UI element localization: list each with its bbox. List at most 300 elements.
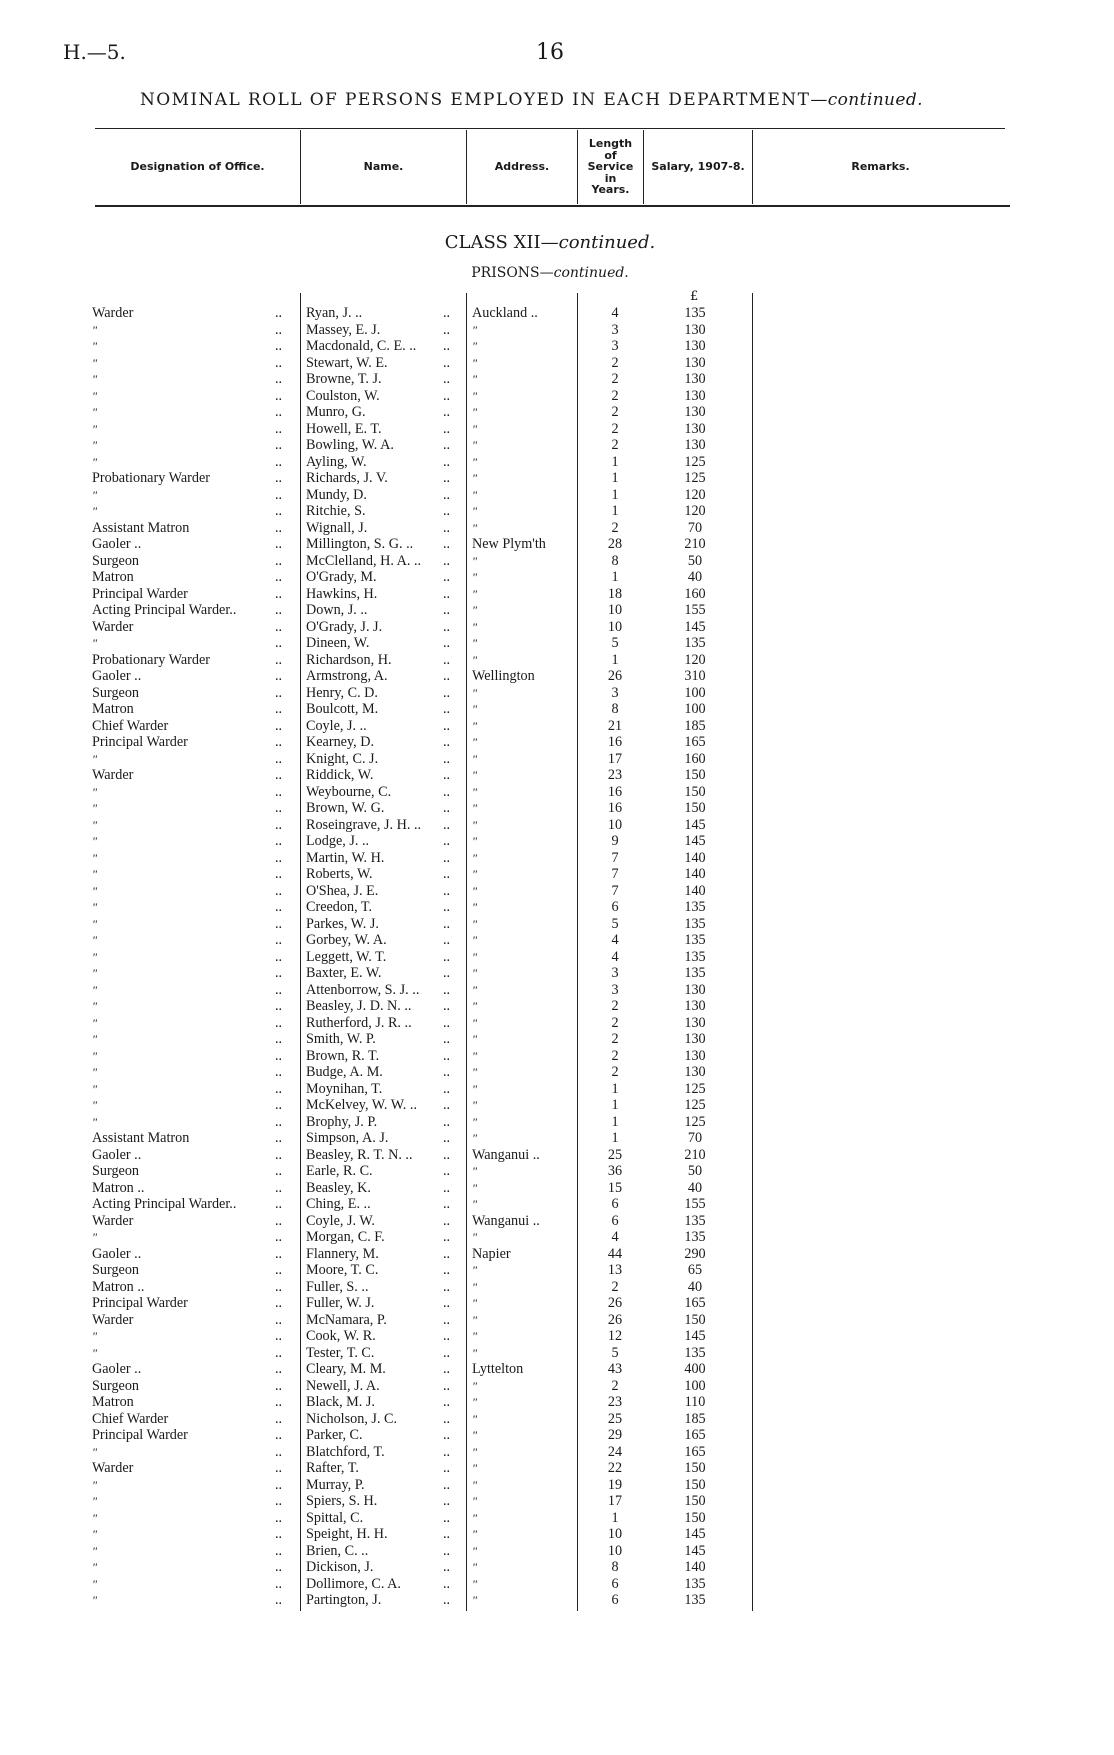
name-cell: Weybourne, C. — [306, 783, 392, 800]
salary-cell: 135 — [684, 915, 706, 932]
length-of-service-cell: 2 — [611, 1278, 619, 1295]
salary-cell: 100 — [684, 701, 706, 717]
currency-symbol: £ — [690, 289, 699, 304]
table-row — [0, 1411, 1114, 1428]
address-cell: " — [472, 982, 478, 997]
table-row — [0, 569, 1114, 586]
name-cell: Coulston, W. — [306, 387, 380, 404]
address-cell: " — [472, 652, 478, 667]
table-row — [0, 652, 1114, 669]
table-row — [0, 421, 1114, 438]
name-leader: .. — [443, 1146, 451, 1163]
designation-leader: .. — [275, 1047, 283, 1064]
table-row — [0, 1312, 1114, 1329]
name-leader: .. — [443, 1295, 451, 1311]
name-leader: .. — [443, 536, 451, 552]
table-row — [0, 454, 1114, 471]
table-row — [0, 1394, 1114, 1411]
designation-leader: .. — [275, 1559, 283, 1575]
name-cell: Dineen, W. — [306, 635, 370, 651]
name-leader: .. — [443, 1278, 451, 1295]
name-leader: .. — [443, 1212, 451, 1229]
length-of-service-cell: 23 — [607, 1394, 623, 1410]
salary-cell: 135 — [684, 965, 706, 981]
salary-cell: 135 — [684, 1575, 706, 1592]
length-of-service-cell: 26 — [607, 1311, 623, 1328]
designation-leader: .. — [275, 519, 283, 536]
section-subtitle — [300, 265, 800, 281]
designation-cell: Surgeon — [92, 684, 140, 701]
designation-cell: Principal Warder — [92, 1427, 188, 1443]
name-leader: .. — [443, 1592, 451, 1608]
table-row — [0, 1229, 1114, 1246]
name-leader: .. — [443, 849, 451, 866]
table-row — [0, 1592, 1114, 1609]
address-cell: " — [472, 883, 478, 898]
length-of-service-cell: 10 — [607, 618, 623, 635]
length-of-service-cell: 25 — [607, 1146, 623, 1163]
salary-cell: 135 — [684, 899, 706, 915]
designation-cell: Probationary Warder — [92, 651, 210, 668]
address-cell: " — [472, 1098, 478, 1112]
name-cell: Riddick, W. — [306, 767, 374, 783]
name-leader: .. — [443, 1476, 451, 1493]
designation-leader: .. — [275, 305, 283, 321]
length-of-service-cell: 26 — [607, 1295, 623, 1311]
name-cell: Beasley, J. D. N. .. — [306, 998, 412, 1014]
address-cell: " — [472, 570, 478, 584]
address-cell: " — [472, 1395, 478, 1409]
address-cell: " — [472, 1560, 478, 1574]
designation-cell: Assistant Matron — [92, 1130, 190, 1146]
designation-leader: .. — [275, 602, 283, 618]
designation-cell: Surgeon — [92, 1262, 140, 1278]
length-of-service-cell: 17 — [607, 1493, 623, 1509]
designation-cell: " — [92, 1527, 98, 1541]
table-row — [0, 685, 1114, 702]
address-cell: " — [472, 1593, 478, 1607]
name-cell: Earle, R. C. — [306, 1163, 373, 1179]
address-cell: " — [472, 586, 478, 601]
name-cell: Stewart, W. E. — [306, 354, 388, 371]
designation-cell: Surgeon — [92, 552, 140, 569]
length-of-service-cell: 3 — [611, 338, 619, 354]
name-leader: .. — [443, 1377, 451, 1394]
designation-cell: Principal Warder — [92, 1295, 188, 1311]
designation-leader: .. — [275, 1212, 283, 1229]
address-cell: " — [472, 1329, 478, 1343]
designation-cell: " — [92, 388, 98, 403]
header-top-rule — [95, 128, 1005, 129]
name-leader: .. — [443, 1014, 451, 1031]
address-cell: " — [472, 1131, 478, 1145]
address-cell: " — [472, 636, 478, 650]
designation-leader: .. — [275, 734, 283, 750]
length-of-service-cell: 24 — [607, 1443, 623, 1460]
designation-leader: .. — [275, 668, 283, 684]
length-of-service-cell: 2 — [611, 1064, 619, 1080]
address-cell: " — [472, 784, 478, 799]
designation-cell: " — [92, 355, 98, 370]
designation-leader: .. — [275, 1328, 283, 1344]
name-leader: .. — [443, 371, 451, 387]
table-row — [0, 1345, 1114, 1362]
designation-cell: Warder — [92, 767, 134, 783]
name-leader: .. — [443, 1130, 451, 1146]
address-cell: " — [472, 1543, 478, 1558]
address-cell: " — [472, 1015, 478, 1030]
designation-leader: .. — [275, 585, 283, 602]
salary-cell: 145 — [684, 833, 706, 849]
designation-cell: " — [92, 322, 98, 337]
name-leader: .. — [443, 1344, 451, 1361]
name-cell: Martin, W. H. — [306, 849, 385, 866]
header-remarks: Remarks. — [851, 160, 910, 173]
name-cell: McKelvey, W. W. .. — [306, 1097, 417, 1113]
length-of-service-cell: 4 — [611, 932, 619, 948]
salary-cell: 100 — [684, 1377, 706, 1394]
designation-leader: .. — [275, 1113, 283, 1130]
name-cell: Morgan, C. F. — [306, 1229, 385, 1245]
designation-leader: .. — [275, 503, 283, 519]
name-cell: McNamara, P. — [306, 1311, 387, 1328]
table-row — [0, 701, 1114, 718]
length-of-service-cell: 2 — [611, 437, 619, 453]
table-row — [0, 866, 1114, 883]
address-cell: " — [472, 735, 478, 749]
name-leader: .. — [443, 354, 451, 371]
length-of-service-cell: 1 — [611, 569, 619, 585]
table-row — [0, 520, 1114, 537]
name-cell: Partington, J. — [306, 1592, 382, 1608]
name-leader: .. — [443, 1196, 451, 1212]
table-row — [0, 404, 1114, 421]
name-leader: .. — [443, 816, 451, 833]
salary-cell: 165 — [684, 1427, 706, 1443]
length-of-service-cell: 44 — [607, 1245, 623, 1262]
address-cell: " — [472, 1197, 478, 1211]
designation-leader: .. — [275, 1344, 283, 1361]
designation-cell: " — [92, 1494, 98, 1508]
name-leader: .. — [443, 833, 451, 849]
name-leader: .. — [443, 750, 451, 767]
name-cell: Knight, C. J. — [306, 750, 379, 767]
length-of-service-cell: 1 — [611, 651, 619, 668]
salary-cell: 125 — [684, 453, 706, 470]
address-cell: " — [472, 322, 478, 337]
name-leader: .. — [443, 701, 451, 717]
designation-cell: " — [92, 372, 98, 386]
name-cell: Fuller, S. .. — [306, 1278, 369, 1295]
table-row — [0, 1526, 1114, 1543]
designation-leader: .. — [275, 1394, 283, 1410]
name-leader: .. — [443, 1509, 451, 1526]
salary-cell: 135 — [684, 1592, 706, 1608]
salary-cell: 125 — [684, 1113, 706, 1130]
designation-cell: " — [92, 1081, 98, 1096]
name-leader: .. — [443, 981, 451, 998]
table-row — [0, 635, 1114, 652]
address-cell: " — [472, 702, 478, 716]
table-row — [0, 1295, 1114, 1312]
address-cell: " — [472, 1164, 478, 1178]
designation-leader: .. — [275, 1229, 283, 1245]
address-cell: " — [472, 438, 478, 452]
designation-leader: .. — [275, 470, 283, 486]
header-address: Address. — [494, 160, 550, 173]
designation-cell: Acting Principal Warder.. — [92, 1196, 237, 1212]
address-cell: " — [472, 1230, 478, 1244]
table-row — [0, 1064, 1114, 1081]
salary-cell: 145 — [684, 1328, 706, 1344]
salary-cell: 140 — [684, 849, 706, 866]
name-leader: .. — [443, 1427, 451, 1443]
name-cell: Rafter, T. — [306, 1460, 359, 1476]
name-cell: Mundy, D. — [306, 486, 367, 503]
name-cell: Dollimore, C. A. — [306, 1575, 401, 1592]
name-cell: Parker, C. — [306, 1427, 363, 1443]
length-of-service-cell: 25 — [607, 1410, 623, 1427]
address-cell: " — [472, 339, 478, 353]
table-row — [0, 1427, 1114, 1444]
length-of-service-cell: 9 — [611, 833, 619, 849]
designation-cell: " — [92, 405, 98, 419]
designation-cell: Principal Warder — [92, 585, 188, 602]
designation-cell: " — [92, 817, 98, 832]
salary-cell: 40 — [687, 569, 703, 585]
designation-cell: " — [92, 421, 98, 436]
address-cell: " — [472, 1180, 478, 1195]
name-leader: .. — [443, 519, 451, 536]
designation-leader: .. — [275, 1377, 283, 1394]
designation-cell: " — [92, 850, 98, 865]
address-cell: " — [472, 1081, 478, 1096]
page-number: 16 — [536, 40, 564, 65]
table-row — [0, 1015, 1114, 1032]
name-cell: Roseingrave, J. H. .. — [306, 816, 422, 833]
length-of-service-cell: 16 — [607, 734, 623, 750]
designation-cell: Gaoler .. — [92, 1361, 142, 1377]
designation-cell: " — [92, 1510, 98, 1525]
length-of-service-cell: 23 — [607, 767, 623, 783]
length-of-service-cell: 16 — [607, 783, 623, 800]
designation-leader: .. — [275, 1410, 283, 1427]
class-title-continued: continued. — [558, 232, 656, 253]
designation-leader: .. — [275, 1064, 283, 1080]
salary-cell: 65 — [687, 1262, 703, 1278]
designation-cell: " — [92, 982, 98, 997]
table-row — [0, 1031, 1114, 1048]
salary-cell: 70 — [687, 1130, 703, 1146]
salary-cell: 210 — [684, 1146, 706, 1163]
name-leader: .. — [443, 321, 451, 338]
table-row — [0, 503, 1114, 520]
header-designation: Designation of Office. — [130, 160, 265, 173]
name-cell: Simpson, A. J. — [306, 1130, 389, 1146]
designation-leader: .. — [275, 1460, 283, 1476]
salary-cell: 110 — [684, 1394, 706, 1410]
name-cell: Brien, C. .. — [306, 1542, 369, 1559]
designation-leader: .. — [275, 1443, 283, 1460]
address-cell: " — [472, 388, 478, 403]
name-leader: .. — [443, 1542, 451, 1559]
length-of-service-cell: 19 — [607, 1476, 623, 1493]
designation-leader: .. — [275, 354, 283, 371]
designation-cell: Gaoler .. — [92, 1146, 142, 1163]
length-of-service-cell: 1 — [611, 503, 619, 519]
designation-leader: .. — [275, 453, 283, 470]
address-cell: " — [472, 751, 478, 766]
table-row — [0, 767, 1114, 784]
name-cell: McClelland, H. A. .. — [306, 552, 422, 569]
designation-leader: .. — [275, 1542, 283, 1559]
salary-cell: 150 — [684, 1493, 706, 1509]
designation-leader: .. — [275, 750, 283, 767]
address-cell: " — [472, 933, 478, 947]
name-cell: Dickison, J. — [306, 1559, 374, 1575]
length-of-service-cell: 12 — [607, 1328, 623, 1344]
salary-cell: 135 — [684, 932, 706, 948]
designation-cell: Warder — [92, 1212, 134, 1229]
name-cell: Ching, E. .. — [306, 1196, 371, 1212]
name-leader: .. — [443, 453, 451, 470]
designation-leader: .. — [275, 899, 283, 915]
designation-leader: .. — [275, 981, 283, 998]
salary-cell: 130 — [684, 1031, 706, 1047]
address-cell: " — [472, 1461, 478, 1475]
name-leader: .. — [443, 486, 451, 503]
address-cell: " — [472, 1494, 478, 1508]
length-of-service-cell: 4 — [611, 948, 619, 965]
table-row — [0, 322, 1114, 339]
salary-cell: 155 — [684, 602, 706, 618]
table-row — [0, 1130, 1114, 1147]
address-cell: " — [472, 817, 478, 832]
name-leader: .. — [443, 1575, 451, 1592]
name-leader: .. — [443, 948, 451, 965]
table-row — [0, 1460, 1114, 1477]
length-of-service-cell: 13 — [607, 1262, 623, 1278]
designation-leader: .. — [275, 387, 283, 404]
table-row — [0, 1576, 1114, 1593]
table-row — [0, 1262, 1114, 1279]
table-row — [0, 850, 1114, 867]
name-leader: .. — [443, 1361, 451, 1377]
address-cell: " — [472, 949, 478, 964]
document-title-continued: —continued. — [810, 90, 923, 110]
length-of-service-cell: 2 — [611, 519, 619, 536]
designation-leader: .. — [275, 998, 283, 1014]
salary-cell: 150 — [684, 1509, 706, 1526]
table-row — [0, 355, 1114, 372]
salary-cell: 155 — [684, 1196, 706, 1212]
designation-cell: " — [92, 1477, 98, 1492]
salary-cell: 145 — [684, 618, 706, 635]
header-length-of-service: Length of Service in Years. — [587, 137, 634, 197]
designation-cell: Gaoler .. — [92, 668, 142, 684]
address-cell: " — [472, 1510, 478, 1525]
salary-cell: 210 — [684, 536, 706, 552]
table-row — [0, 1213, 1114, 1230]
salary-cell: 165 — [684, 734, 706, 750]
table-row — [0, 751, 1114, 768]
designation-leader: .. — [275, 1509, 283, 1526]
designation-cell: " — [92, 454, 98, 469]
name-cell: Millington, S. G. .. — [306, 536, 414, 552]
designation-leader: .. — [275, 404, 283, 420]
table-row — [0, 817, 1114, 834]
table-row — [0, 1163, 1114, 1180]
designation-leader: .. — [275, 569, 283, 585]
designation-cell: Matron — [92, 569, 134, 585]
name-leader: .. — [443, 1064, 451, 1080]
salary-cell: 150 — [684, 800, 706, 816]
salary-cell: 135 — [684, 305, 706, 321]
name-leader: .. — [443, 1113, 451, 1130]
salary-cell: 145 — [684, 816, 706, 833]
name-cell: Nicholson, J. C. — [306, 1410, 398, 1427]
designation-leader: .. — [275, 536, 283, 552]
name-cell: Murray, P. — [306, 1476, 365, 1493]
name-leader: .. — [443, 965, 451, 981]
name-leader: .. — [443, 882, 451, 899]
name-cell: Beasley, K. — [306, 1179, 371, 1196]
length-of-service-cell: 10 — [607, 602, 623, 618]
table-row — [0, 1510, 1114, 1527]
name-leader: .. — [443, 470, 451, 486]
designation-leader: .. — [275, 618, 283, 635]
salary-cell: 130 — [684, 437, 706, 453]
name-leader: .. — [443, 1262, 451, 1278]
name-leader: .. — [443, 503, 451, 519]
length-of-service-cell: 3 — [611, 981, 619, 998]
table-row — [0, 932, 1114, 949]
address-cell: " — [472, 834, 478, 848]
designation-leader: .. — [275, 866, 283, 882]
designation-leader: .. — [275, 338, 283, 354]
length-of-service-cell: 1 — [611, 1509, 619, 1526]
designation-leader: .. — [275, 783, 283, 800]
table-row — [0, 1477, 1114, 1494]
salary-cell: 130 — [684, 354, 706, 371]
length-of-service-cell: 7 — [611, 866, 619, 882]
name-leader: .. — [443, 1460, 451, 1476]
name-leader: .. — [443, 1245, 451, 1262]
name-leader: .. — [443, 338, 451, 354]
designation-cell: " — [92, 1543, 98, 1558]
table-row — [0, 965, 1114, 982]
designation-cell: " — [92, 1560, 98, 1574]
address-cell: Napier — [472, 1245, 511, 1262]
table-row — [0, 1246, 1114, 1263]
name-cell: Cleary, M. M. — [306, 1361, 386, 1377]
address-cell: " — [472, 1065, 478, 1079]
name-leader: .. — [443, 1559, 451, 1575]
designation-cell: Warder — [92, 1311, 134, 1328]
name-cell: Bowling, W. A. — [306, 437, 394, 453]
length-of-service-cell: 21 — [607, 717, 623, 734]
salary-cell: 130 — [684, 321, 706, 338]
designation-leader: .. — [275, 849, 283, 866]
length-of-service-cell: 7 — [611, 849, 619, 866]
designation-leader: .. — [275, 1526, 283, 1542]
salary-cell: 40 — [687, 1278, 703, 1295]
designation-cell: Warder — [92, 618, 134, 635]
salary-cell: 165 — [684, 1443, 706, 1460]
length-of-service-cell: 17 — [607, 750, 623, 767]
table-row — [0, 305, 1114, 322]
designation-cell: " — [92, 487, 98, 502]
